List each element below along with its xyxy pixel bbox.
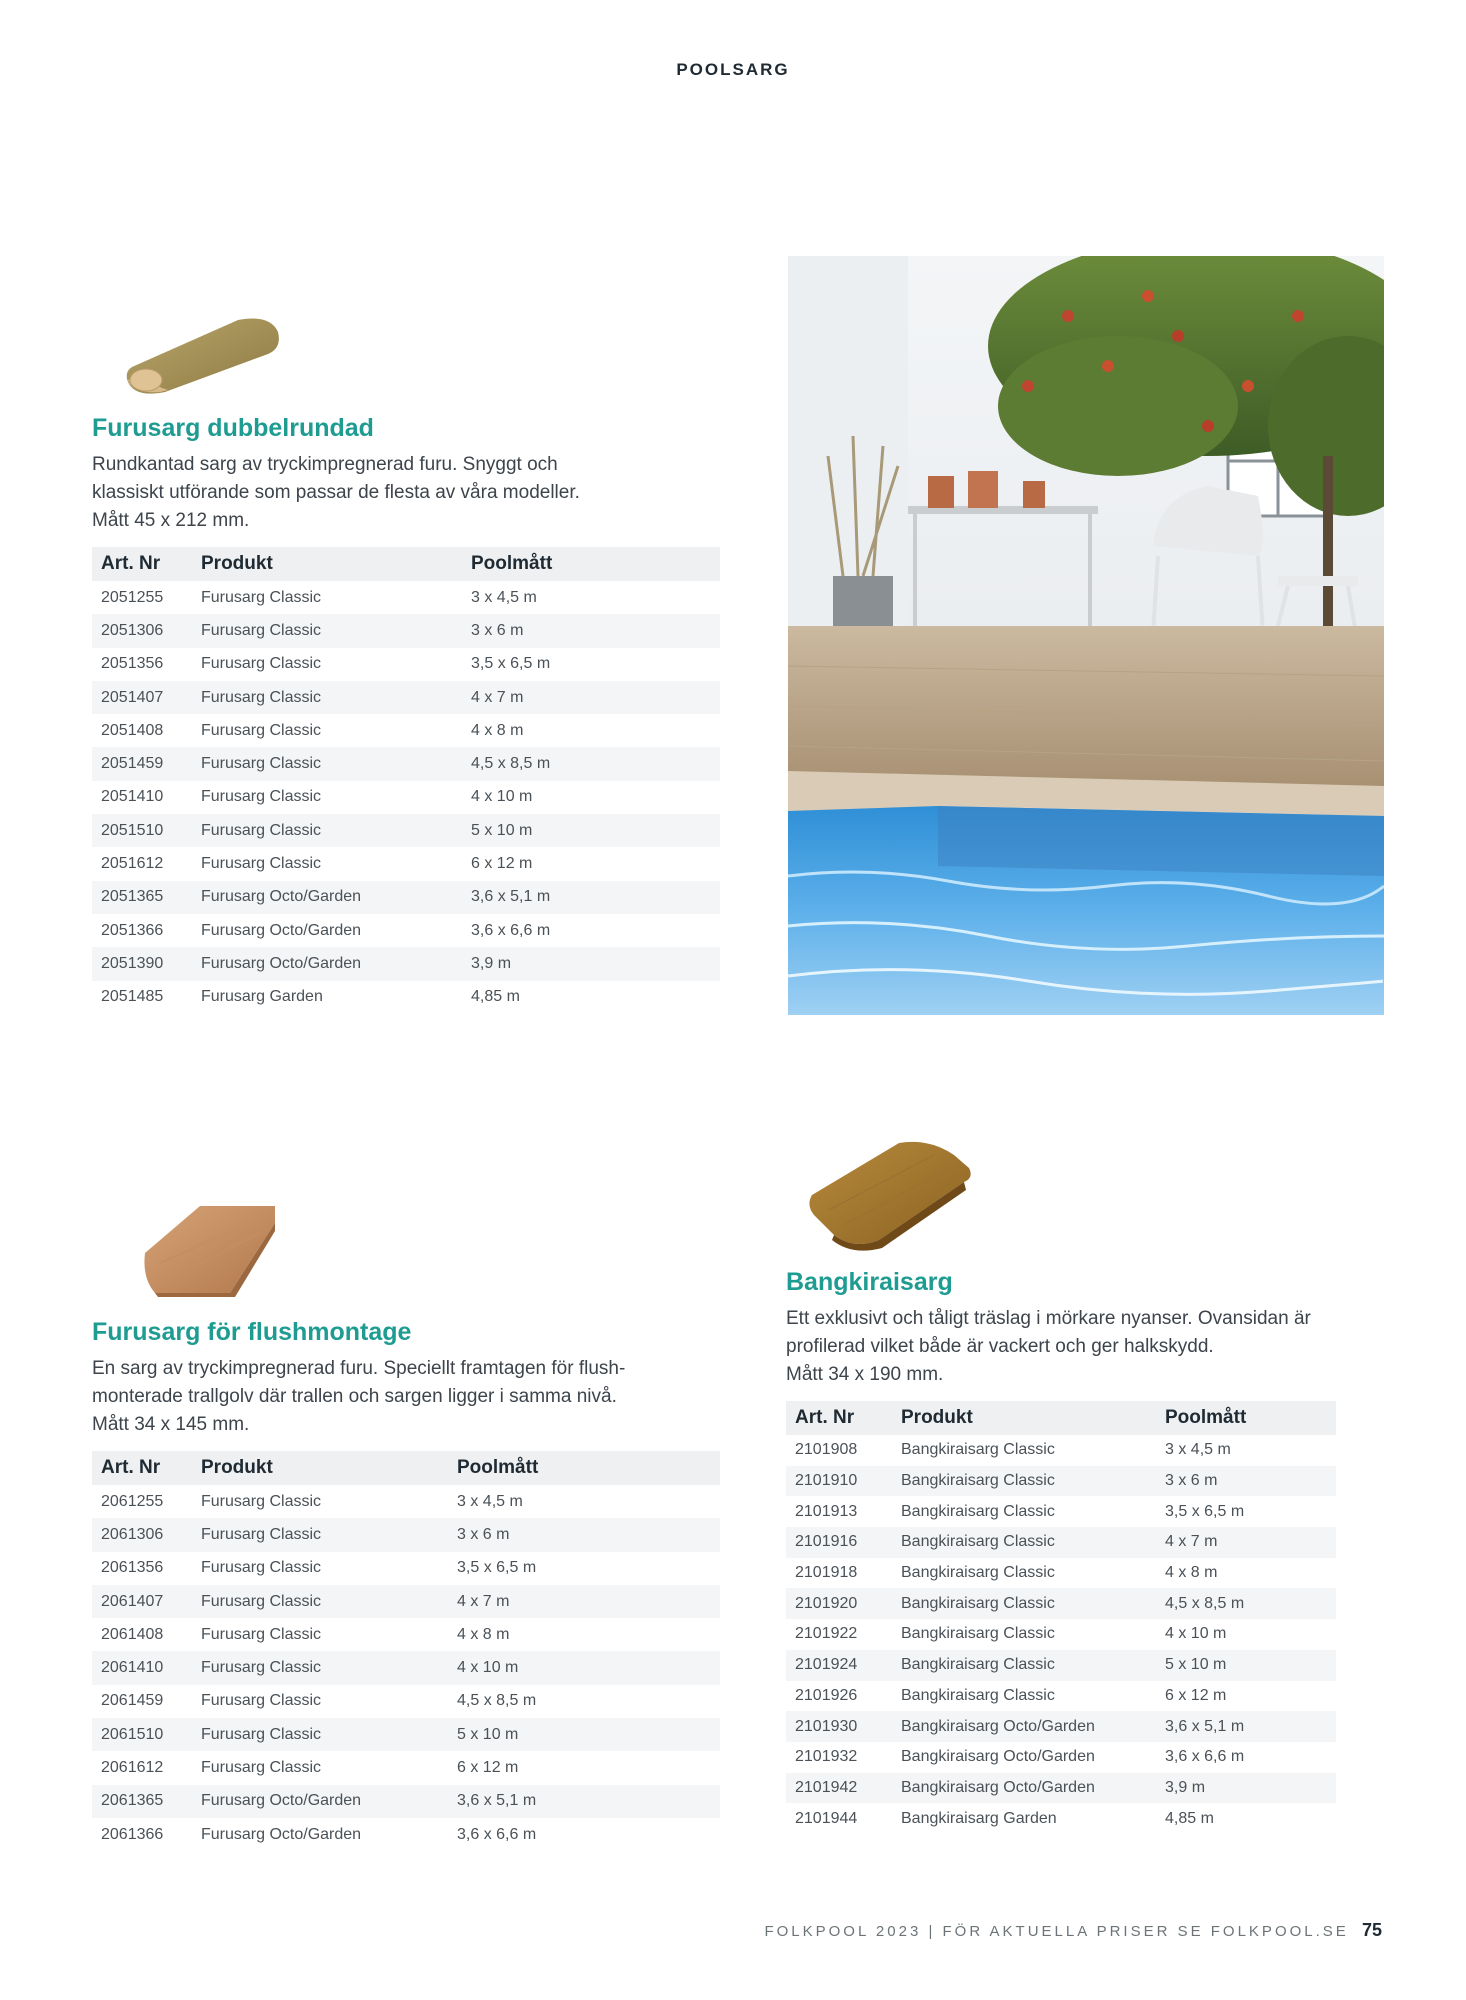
cell-art-nr: 2051306 (92, 614, 192, 647)
table-row (92, 1485, 720, 1518)
cell-art-nr: 2051408 (101, 721, 164, 739)
table-row (786, 1742, 1336, 1773)
col-produkt: Produkt (192, 1451, 448, 1485)
cell-produkt: Furusarg Classic (201, 1692, 322, 1710)
cell-poolmatt: 3,6 x 6,6 m (1165, 1748, 1245, 1766)
table-row (92, 614, 720, 647)
table-row (786, 1650, 1336, 1681)
table-row (786, 1681, 1336, 1712)
cell-poolmatt: 4,85 m (1165, 1809, 1214, 1827)
table-row (92, 1785, 720, 1818)
cell-art-nr: 2061612 (101, 1759, 164, 1777)
col-art-nr: Art. Nr (786, 1401, 892, 1435)
cell-produkt: Bangkiraisarg Classic (901, 1441, 1055, 1459)
cell-poolmatt: 3,6 x 5,1 m (462, 881, 720, 914)
table-row (92, 581, 720, 614)
cell-art-nr: 2101930 (786, 1711, 892, 1742)
cell-produkt: Bangkiraisarg Classic (892, 1650, 1156, 1681)
cell-art-nr: 2101924 (786, 1650, 892, 1681)
product-title: Bangkiraisarg (786, 1268, 953, 1296)
product-description: Rundkantad sarg av tryckimpregnerad furu. Snyggt och klassiskt utförande som passar de flesta av våra modeller. Mått 45 x 212 mm. (92, 454, 580, 531)
cell-art-nr: 2061306 (92, 1518, 192, 1551)
table-row (786, 1466, 1336, 1497)
cell-poolmatt: 3 x 4,5 m (471, 588, 537, 606)
cell-art-nr: 2101918 (795, 1564, 858, 1582)
cell-produkt: Furusarg Classic (192, 1718, 448, 1751)
table-row (92, 781, 720, 814)
cell-poolmatt: 3,5 x 6,5 m (471, 655, 551, 673)
product-description: Ett exklusivt och tåligt träslag i mörkare nyanser. Ovansidan är profilerad vilket både är vackert och ger halkskydd. Mått 34 x 190 mm. (786, 1308, 1311, 1385)
table-row (786, 1619, 1336, 1650)
cell-art-nr: 2061356 (101, 1559, 164, 1577)
cell-art-nr: 2101944 (795, 1809, 858, 1827)
table-row (92, 681, 720, 714)
cell-produkt: Furusarg Classic (192, 1518, 448, 1551)
col-poolmatt: Poolmått (462, 547, 720, 581)
cell-produkt: Furusarg Classic (201, 1559, 322, 1577)
table-header-row (92, 1451, 720, 1485)
cell-art-nr: 2061459 (101, 1692, 164, 1710)
cell-produkt: Bangkiraisarg Classic (892, 1588, 1156, 1619)
spec-table (92, 547, 720, 1014)
cell-poolmatt: 5 x 10 m (462, 814, 720, 847)
table-row (92, 947, 720, 980)
col-art-nr: Art. Nr (92, 547, 192, 581)
cell-poolmatt: 4,5 x 8,5 m (1156, 1588, 1336, 1619)
cell-produkt: Bangkiraisarg Classic (892, 1466, 1156, 1497)
cell-poolmatt: 3,6 x 5,1 m (1156, 1711, 1336, 1742)
cell-produkt: Bangkiraisarg Classic (901, 1625, 1055, 1643)
table-row (92, 1751, 720, 1784)
section-furusarg-dubbelrundad (92, 414, 720, 1014)
col-poolmatt: Poolmått (1156, 1401, 1336, 1435)
table-row (786, 1558, 1336, 1589)
table-row (92, 1618, 720, 1651)
cell-produkt: Furusarg Classic (201, 1492, 322, 1510)
cell-art-nr: 2051366 (101, 921, 164, 939)
table-row (92, 981, 720, 1014)
cell-art-nr: 2051612 (101, 855, 164, 873)
col-poolmatt: Poolmått (448, 1451, 720, 1485)
cell-art-nr: 2051407 (92, 681, 192, 714)
cell-poolmatt: 3 x 6 m (1156, 1466, 1336, 1497)
cell-art-nr: 2051459 (92, 747, 192, 780)
table-row (92, 881, 720, 914)
cell-art-nr: 2101942 (786, 1773, 892, 1804)
cell-poolmatt: 3 x 4,5 m (1165, 1441, 1231, 1459)
cell-poolmatt: 3 x 6 m (462, 614, 720, 647)
table-row (786, 1711, 1336, 1742)
product-title: Furusarg dubbelrundad (92, 414, 374, 442)
table-row (92, 1651, 720, 1684)
cell-produkt: Bangkiraisarg Classic (901, 1564, 1055, 1582)
table-row (92, 1518, 720, 1551)
table-row (92, 747, 720, 780)
table-header-row (786, 1401, 1336, 1435)
table-row (92, 1585, 720, 1618)
cell-art-nr: 2061365 (92, 1785, 192, 1818)
product-description: En sarg av tryckimpregnerad furu. Speciellt framtagen för flush- monterade trallgolv där trallen och sargen ligger i samma nivå. Mått 34 x 145 mm. (92, 1358, 626, 1435)
cell-produkt: Furusarg Classic (192, 814, 462, 847)
cell-art-nr: 2051410 (101, 788, 164, 806)
cell-poolmatt: 3,6 x 6,6 m (471, 921, 551, 939)
table-row (92, 1718, 720, 1751)
table-row (92, 1552, 720, 1585)
col-art-nr: Art. Nr (92, 1451, 192, 1485)
cell-poolmatt: 6 x 12 m (457, 1759, 519, 1777)
cell-art-nr: 2061407 (92, 1585, 192, 1618)
cell-produkt: Bangkiraisarg Classic (901, 1502, 1055, 1520)
rounded-board-image (120, 312, 285, 398)
section-bangkiraisarg (786, 1268, 1336, 1834)
cell-produkt: Furusarg Classic (192, 1651, 448, 1684)
product-title: Furusarg för flushmontage (92, 1318, 412, 1346)
cell-produkt: Bangkiraisarg Octo/Garden (892, 1773, 1156, 1804)
cell-poolmatt: 4,5 x 8,5 m (457, 1692, 537, 1710)
cell-art-nr: 2051510 (92, 814, 192, 847)
cell-art-nr: 2061255 (101, 1492, 164, 1510)
cell-produkt: Bangkiraisarg Octo/Garden (901, 1748, 1095, 1766)
table-row (786, 1773, 1336, 1804)
table-row (92, 914, 720, 947)
page-number: 75 (1361, 1920, 1382, 1940)
cell-art-nr: 2101913 (795, 1502, 858, 1520)
flush-board-image (140, 1203, 280, 1298)
cell-art-nr: 2101926 (795, 1686, 858, 1704)
spec-table (92, 1451, 720, 1851)
cell-art-nr: 2101908 (795, 1441, 858, 1459)
cell-poolmatt: 4 x 8 m (1165, 1564, 1218, 1582)
cell-poolmatt: 6 x 12 m (471, 855, 533, 873)
page-header: POOLSARG (676, 60, 790, 79)
cell-poolmatt: 4 x 8 m (471, 721, 524, 739)
table-row (786, 1803, 1336, 1834)
cell-produkt: Furusarg Octo/Garden (201, 1825, 362, 1843)
footer-text: FOLKPOOL 2023 | FÖR AKTUELLA PRISER SE FOLKPOOL.SE (764, 1923, 1349, 1940)
col-produkt: Produkt (892, 1401, 1156, 1435)
cell-produkt: Furusarg Octo/Garden (192, 947, 462, 980)
cell-poolmatt: 4 x 7 m (462, 681, 720, 714)
cell-poolmatt: 3,9 m (1156, 1773, 1336, 1804)
cell-produkt: Bangkiraisarg Classic (892, 1527, 1156, 1558)
cell-art-nr: 2051390 (92, 947, 192, 980)
cell-art-nr: 2101916 (786, 1527, 892, 1558)
table-row (92, 847, 720, 880)
cell-produkt: Furusarg Classic (201, 1625, 322, 1643)
cell-poolmatt: 3,9 m (462, 947, 720, 980)
cell-art-nr: 2061510 (92, 1718, 192, 1751)
cell-poolmatt: 4 x 7 m (1156, 1527, 1336, 1558)
cell-poolmatt: 4 x 8 m (457, 1625, 510, 1643)
cell-poolmatt: 3 x 6 m (448, 1518, 720, 1551)
table-row (92, 1818, 720, 1851)
cell-poolmatt: 3,6 x 6,6 m (457, 1825, 537, 1843)
cell-poolmatt: 4 x 10 m (448, 1651, 720, 1684)
cell-produkt: Furusarg Classic (201, 855, 322, 873)
cell-produkt: Furusarg Classic (192, 1585, 448, 1618)
cell-poolmatt: 4 x 10 m (471, 788, 533, 806)
cell-produkt: Furusarg Classic (201, 588, 322, 606)
cell-art-nr: 2051255 (101, 588, 164, 606)
table-header-row (92, 547, 720, 581)
table-row (92, 1685, 720, 1718)
cell-poolmatt: 4 x 10 m (1165, 1625, 1227, 1643)
table-row (786, 1527, 1336, 1558)
cell-poolmatt: 3,6 x 5,1 m (448, 1785, 720, 1818)
cell-poolmatt: 4,5 x 8,5 m (462, 747, 720, 780)
section-furusarg-flushmontage (92, 1318, 720, 1851)
bangkirai-board-image (804, 1140, 974, 1252)
cell-produkt: Bangkiraisarg Classic (901, 1686, 1055, 1704)
cell-art-nr: 2101920 (786, 1588, 892, 1619)
pool-photo (788, 256, 1384, 1015)
cell-poolmatt: 6 x 12 m (1165, 1686, 1227, 1704)
col-produkt: Produkt (192, 547, 462, 581)
cell-art-nr: 2061408 (101, 1625, 164, 1643)
cell-art-nr: 2101932 (795, 1748, 858, 1766)
cell-poolmatt: 3,5 x 6,5 m (1165, 1502, 1245, 1520)
cell-produkt: Furusarg Garden (201, 988, 323, 1006)
cell-art-nr: 2051365 (92, 881, 192, 914)
cell-produkt: Furusarg Octo/Garden (201, 921, 362, 939)
cell-poolmatt: 5 x 10 m (1156, 1650, 1336, 1681)
cell-art-nr: 2051356 (101, 655, 164, 673)
table-row (786, 1496, 1336, 1527)
table-row (786, 1588, 1336, 1619)
cell-poolmatt: 4,85 m (471, 988, 520, 1006)
cell-produkt: Furusarg Octo/Garden (192, 881, 462, 914)
spec-table (786, 1401, 1336, 1834)
cell-produkt: Furusarg Classic (201, 721, 322, 739)
cell-produkt: Furusarg Classic (201, 655, 322, 673)
cell-produkt: Furusarg Classic (201, 788, 322, 806)
cell-produkt: Furusarg Classic (192, 614, 462, 647)
cell-produkt: Furusarg Classic (192, 747, 462, 780)
cell-produkt: Bangkiraisarg Garden (901, 1809, 1057, 1827)
cell-poolmatt: 3 x 4,5 m (457, 1492, 523, 1510)
cell-art-nr: 2051485 (101, 988, 164, 1006)
table-row (92, 648, 720, 681)
cell-art-nr: 2061410 (92, 1651, 192, 1684)
table-row (92, 714, 720, 747)
cell-poolmatt: 4 x 7 m (448, 1585, 720, 1618)
cell-art-nr: 2101922 (795, 1625, 858, 1643)
table-row (786, 1435, 1336, 1466)
cell-art-nr: 2061366 (101, 1825, 164, 1843)
cell-produkt: Furusarg Classic (201, 1759, 322, 1777)
page-footer (764, 1920, 1382, 1941)
table-row (92, 814, 720, 847)
cell-produkt: Bangkiraisarg Octo/Garden (892, 1711, 1156, 1742)
cell-produkt: Furusarg Octo/Garden (192, 1785, 448, 1818)
cell-produkt: Furusarg Classic (192, 681, 462, 714)
cell-poolmatt: 5 x 10 m (448, 1718, 720, 1751)
cell-art-nr: 2101910 (786, 1466, 892, 1497)
cell-poolmatt: 3,5 x 6,5 m (457, 1559, 537, 1577)
